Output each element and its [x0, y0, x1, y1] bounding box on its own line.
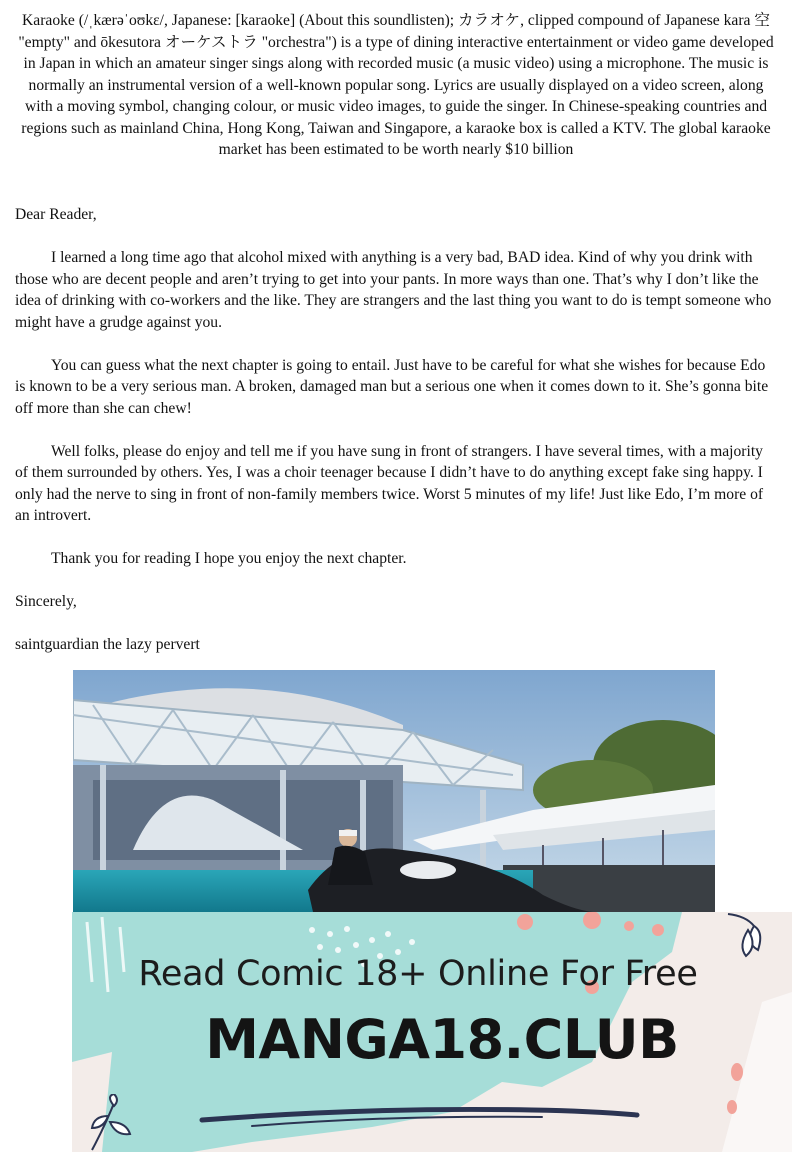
orca-stadium-photo: [73, 670, 715, 912]
promo-tagline: Read Comic 18+ Online For Free: [138, 954, 698, 994]
promo-banner[interactable]: [72, 912, 792, 1152]
leaf-icon: [724, 912, 768, 962]
letter-paragraph: Well folks, please do enjoy and tell me if you have sung in front of strangers. I have several times, with a majority of them surrounded by others. Yes, I was a choir teenager because I didn’t have to do anything except fake sing happy. I only had the nerve to sing in front of non-family members twice. Worst 5 minutes of my life! Just like Edo, I’m more of an introvert.: [15, 442, 764, 524]
letter-closing: Sincerely,: [15, 593, 77, 610]
letter-paragraph: You can guess what the next chapter is going to entail. Just have to be careful for what she wishes for because Edo is known to be a very serious man. A broken, damaged man but a serious one when it comes down to it. She’s gonna bite off more than she can chew!: [15, 356, 769, 417]
letter-greeting: Dear Reader,: [15, 206, 97, 223]
karaoke-intro-paragraph: Karaoke (/ˌkærəˈoʊkɛ/, Japanese: [karaoke] (About this soundlisten); カラオケ, clipped compound of Japanese kara 空 "empty" and ōkesutora オーケストラ "orchestra") is a type of dining interactive entertainment or video game developed in Japan in which an amateur singer sings along with recorded music (a music video) using a microphone. The music is normally an instrumental version of a well-known popular song. Lyrics are usually displayed on a video screen, along with a moving symbol, changing colour, or music video images, to guide the singer. In Chinese-speaking countries and regions such as mainland China, Hong Kong, Taiwan and Singapore, a karaoke box is called a KTV. The global karaoke market has been estimated to be worth nearly $10 billion: [18, 12, 774, 158]
leaf-sprig-icon: [86, 1094, 136, 1152]
letter-signature: saintguardian the lazy pervert: [15, 636, 200, 653]
letter-paragraph: I learned a long time ago that alcohol mixed with anything is a very bad, BAD idea. Kind of why you drink with those who are decent people and aren’t trying to get into your pants. In more ways than one. That’s why I don’t like the idea of drinking with co-workers and the like. They are strangers and the last thing you want to do is tempt someone who might have a grudge against you.: [15, 249, 772, 331]
letter-paragraph: Thank you for reading I hope you enjoy the next chapter.: [51, 550, 407, 567]
authors-note-letter: [15, 204, 775, 677]
promo-site-link[interactable]: MANGA18.CLUB: [205, 1008, 679, 1071]
